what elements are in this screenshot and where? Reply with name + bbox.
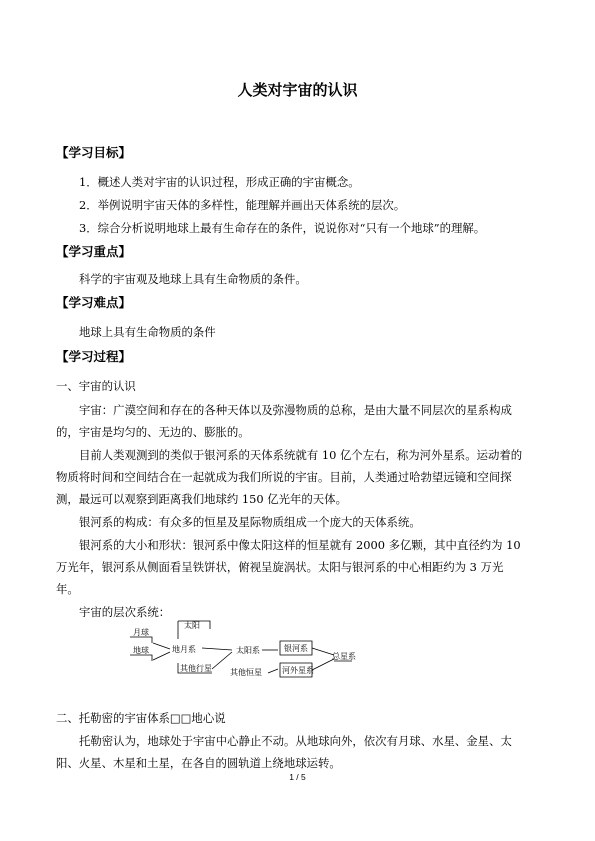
diagram-label-sun: 太阳	[184, 621, 200, 630]
diagram-label-universe: 总星系	[332, 652, 356, 661]
diagram-label-earth-moon: 地月系	[172, 645, 196, 654]
paragraph-line: 宇宙：广漠空间和存在的各种天体以及弥漫物质的总称，是由大量不同层次的星系构成	[79, 403, 512, 417]
paragraph-line: 银河系的构成：有众多的恒星及星际物质组成一个庞大的天体系统。	[79, 515, 421, 529]
diagram-label-solar-system: 太阳系	[236, 646, 260, 655]
earth-box-line	[130, 655, 152, 661]
diagram-label-other-stars: 其他恒星	[230, 668, 262, 677]
moon-box-line	[130, 637, 152, 643]
goal-item-2: 2．举例说明宇宙天体的多样性，能理解并画出天体系统的层次。	[79, 198, 406, 212]
difficulty-text: 地球上具有生命物质的条件	[79, 325, 216, 339]
paragraph-line: 目前人类观测到的类似于银河系的天体系统就有 10 亿个左右，称为河外星系。运动着的	[79, 448, 523, 462]
paragraph-line: 年。	[56, 582, 79, 596]
part1-title: 一、宇宙的认识	[56, 379, 136, 393]
paragraph-line: 万光年，银河系从侧面看呈铁饼状，俯视呈旋涡状。太阳与银河系的中心相距约为 3 万光	[56, 560, 504, 574]
paragraph-line: 物质将时间和空间结合在一起就成为我们所说的宇宙。目前，人类通过哈勃望远镜和空间探	[56, 470, 512, 484]
diagram-label-earth: 地球	[133, 646, 149, 655]
goals-heading: 【学习目标】	[56, 145, 132, 160]
diagram-label-other-planets: 其他行星	[180, 664, 212, 673]
goal-item-3: 3．综合分析说明地球上最有生命存在的条件，说说你对“只有一个地球”的理解。	[79, 221, 486, 235]
goal-item-1: 1．概述人类对宇宙的认识过程，形成正确的宇宙概念。	[79, 175, 360, 189]
hierarchy-label: 宇宙的层次系统：	[79, 605, 171, 619]
difficulty-heading: 【学习难点】	[56, 295, 132, 310]
part2-title: 二、托勒密的宇宙体系□□地心说	[56, 711, 226, 725]
page-number: 1 / 5	[289, 772, 306, 782]
page-title: 人类对宇宙的认识	[237, 81, 358, 99]
key-heading: 【学习重点】	[56, 244, 132, 259]
paragraph-line: 银河系的大小和形状：银河系中像太阳这样的恒星就有 2000 多亿颗，其中直径约为 10	[79, 538, 521, 552]
paragraph-line: 阳、火星、木星和土星，在各自的圆轨道上绕地球运转。	[56, 756, 341, 770]
paragraph-line: 的，宇宙是均匀的、无边的、膨胀的。	[56, 425, 250, 439]
diagram-label-milky-way: 银河系	[284, 644, 308, 653]
paragraph-line: 托勒密认为，地球处于宇宙中心静止不动。从地球向外，依次有月球、水星、金星、太	[79, 734, 512, 748]
celestial-hierarchy-diagram	[126, 615, 356, 685]
diagram-label-moon: 月球	[133, 628, 149, 637]
process-heading: 【学习过程】	[56, 349, 132, 364]
paragraph-line: 测，最远可以观察到距离我们地球约 150 亿光年的天体。	[56, 492, 347, 506]
diagram-label-extragalactic: 河外星系	[282, 666, 314, 675]
key-text: 科学的宇宙观及地球上具有生命物质的条件。	[79, 272, 307, 286]
